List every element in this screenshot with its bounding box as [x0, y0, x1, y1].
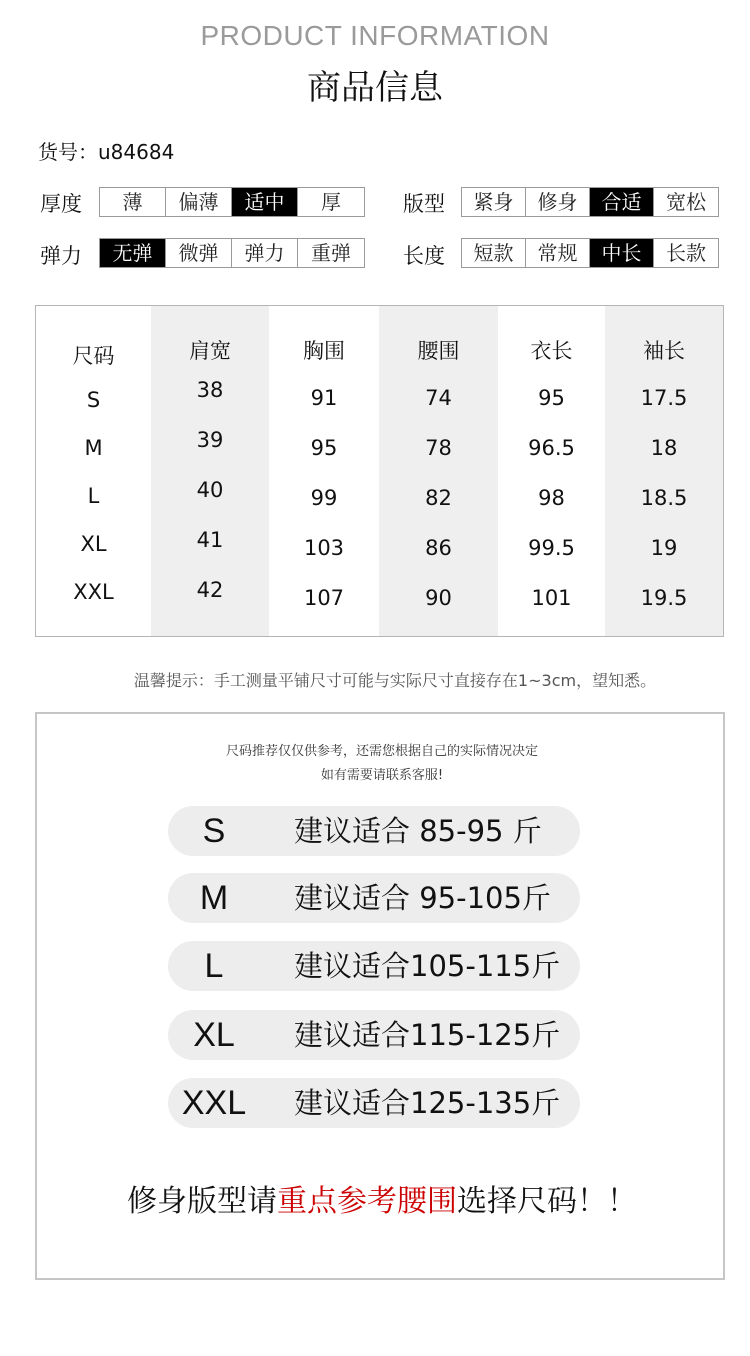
fit-option: 紧身 [462, 188, 526, 216]
size-recommendation-box [35, 712, 725, 1280]
recommendation-intro: 尺码推荐仅仅供参考，还需您根据自己的实际情况决定 [225, 744, 538, 759]
table-cell: 38 [196, 378, 224, 402]
table-header: 胸围 [303, 339, 345, 363]
table-cell: 96.5 [528, 436, 575, 460]
length-option: 常规 [526, 239, 590, 267]
table-cell: 42 [196, 578, 224, 602]
table-cell: 39 [196, 428, 224, 452]
length-label: 长度 [403, 244, 445, 268]
table-cell: 74 [425, 386, 452, 410]
table-column-sleeve [605, 306, 723, 636]
size-table [35, 305, 724, 637]
elasticity-label: 弹力 [40, 244, 82, 268]
pill-weight-range: 建议适合105-115斤 [294, 949, 561, 983]
table-cell: 107 [303, 586, 345, 610]
table-cell: M [84, 436, 103, 460]
elasticity-option: 弹力 [232, 239, 298, 267]
table-column-waist [379, 306, 498, 636]
pill-weight-range: 建议适合125-135斤 [294, 1086, 561, 1120]
table-cell: 86 [425, 536, 452, 560]
recommendation-pill [168, 1010, 580, 1060]
fit-advice-note [37, 1176, 727, 1220]
recommendation-contact-note: 如有需要请联系客服! [320, 768, 444, 783]
table-cell: 18.5 [640, 486, 688, 510]
fit-option: 修身 [526, 188, 590, 216]
table-cell: 101 [531, 586, 572, 610]
thickness-options [99, 187, 365, 217]
elasticity-option: 重弹 [311, 241, 351, 265]
length-option: 中长 [590, 239, 654, 267]
recommendation-pill [168, 873, 580, 923]
thickness-option: 偏薄 [166, 188, 232, 216]
table-cell: XL [80, 532, 107, 556]
thickness-label: 厚度 [40, 192, 82, 216]
table-header: 尺码 [72, 344, 115, 368]
pill-size: XXL [181, 1084, 247, 1122]
measurement-notice: 温馨提示：手工测量平铺尺寸可能与实际尺寸直接存在1~3cm，望知悉。 [133, 671, 657, 690]
table-cell: 98 [538, 486, 565, 510]
table-cell: S [86, 388, 101, 412]
table-column-chest [269, 306, 379, 636]
recommendation-pill [168, 941, 580, 991]
fit-option: 宽松 [666, 190, 706, 214]
table-column-length [498, 306, 605, 636]
recommendation-pill [168, 1078, 580, 1128]
elasticity-options [99, 238, 365, 268]
table-cell: 99 [310, 486, 338, 510]
table-cell: 40 [196, 478, 224, 502]
pill-size: XL [193, 1016, 235, 1054]
fit-advice-suffix: 选择尺码！！ [457, 1184, 637, 1219]
table-cell: 78 [425, 436, 452, 460]
fit-options [461, 187, 719, 217]
table-column-size [36, 306, 151, 636]
table-header: 肩宽 [189, 339, 231, 363]
table-cell: 95 [310, 436, 338, 460]
length-option: 长款 [666, 241, 706, 265]
table-cell: 19.5 [640, 586, 688, 610]
table-header: 袖长 [643, 339, 685, 363]
table-cell: 103 [303, 536, 345, 560]
length-options [461, 238, 719, 268]
pill-size: M [199, 879, 229, 917]
fit-label: 版型 [403, 192, 445, 216]
elasticity-option: 无弹 [100, 239, 166, 267]
table-cell: 18 [650, 436, 678, 460]
item-number-label: 货号： [38, 140, 98, 164]
page-title: 商品信息 [307, 68, 443, 108]
fit-advice-highlight: 重点参考腰围 [277, 1184, 457, 1219]
table-cell: 82 [425, 486, 452, 510]
pill-weight-range: 建议适合115-125斤 [294, 1018, 561, 1052]
item-number-value: u84684 [98, 140, 175, 164]
table-cell: L [87, 484, 100, 508]
item-number [38, 136, 174, 165]
table-cell: 91 [310, 386, 338, 410]
table-cell: 19 [650, 536, 678, 560]
table-cell: 41 [196, 528, 224, 552]
length-option: 短款 [462, 239, 526, 267]
table-cell: 90 [425, 586, 452, 610]
pill-size: S [202, 812, 226, 850]
fit-advice-prefix: 修身版型请 [127, 1184, 277, 1219]
pill-weight-range: 建议适合 85-95 斤 [294, 814, 542, 848]
fit-option: 合适 [590, 188, 654, 216]
elasticity-option: 微弹 [166, 239, 232, 267]
english-title: PRODUCT INFORMATION [200, 20, 550, 51]
thickness-option: 薄 [100, 188, 166, 216]
pill-size: L [204, 947, 224, 985]
table-header: 腰围 [417, 339, 460, 363]
table-cell: 99.5 [528, 536, 575, 560]
table-header: 衣长 [530, 339, 573, 363]
table-column-shoulder [151, 306, 269, 636]
table-cell: XXL [73, 580, 114, 604]
table-cell: 95 [538, 386, 565, 410]
pill-weight-range: 建议适合 95-105斤 [294, 881, 551, 915]
recommendation-pill [168, 806, 580, 856]
thickness-option: 厚 [321, 190, 341, 214]
thickness-option: 适中 [232, 188, 298, 216]
table-cell: 17.5 [640, 386, 688, 410]
